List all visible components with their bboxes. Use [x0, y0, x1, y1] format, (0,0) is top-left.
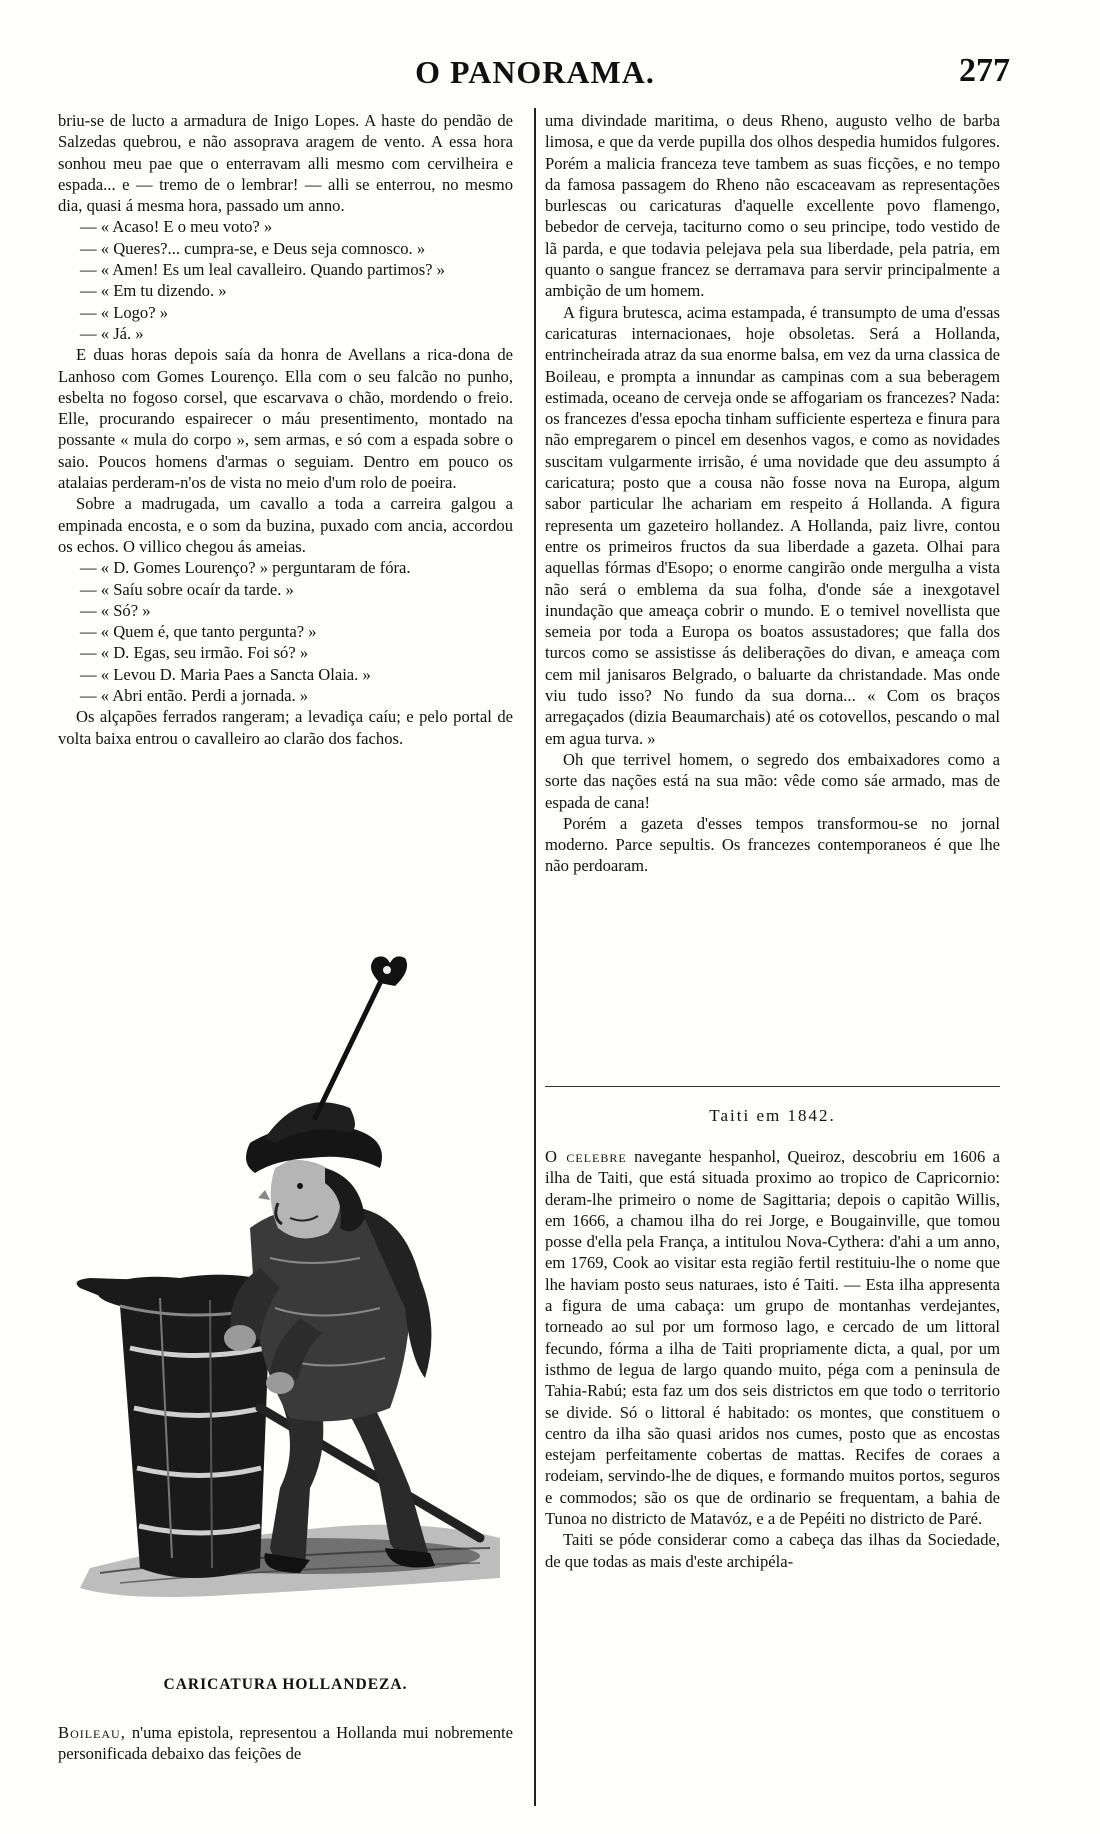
dialogue-line [58, 323, 513, 344]
paragraph-text: — « Abri então. Perdi a jornada. » [80, 686, 309, 706]
lead-words: Boileau, [58, 1723, 126, 1742]
paragraph [545, 302, 1000, 749]
paragraph [545, 749, 1000, 813]
paragraph-text: — « Saíu sobre ocaír da tarde. » [80, 579, 294, 599]
dialogue-line [58, 664, 513, 685]
paragraph-text: — « Amen! Es um leal cavalleiro. Quando partimos? » [80, 260, 445, 280]
paragraph [545, 813, 1000, 877]
engraving-drawing [60, 928, 510, 1628]
paragraph-text: — « Queres?... cumpra-se, e Deus seja comnosco. » [80, 238, 426, 258]
illustration-caption: CARICATURA HOLLANDEZA. [163, 1676, 408, 1693]
paragraph-text: uma divindade maritima, o deus Rheno, augusto velho de barba limosa, e que da verde pupilla dos olhos despedia humidos fulgores. Porém a malicia franceza teve tambem as suas ficções, e no tempo da famosa passagem do Rheno não escaceavam as representações burlescas ou caricaturas d'aquelle excellente povo flamengo, bebedor de cerveja, taciturno como o seu principe, todo vestido de lã parda, e que todavia pelejava pela sua liberdade, pela patria, em quanto o sangue francez se derramava para servir principalmente a ambição de um homem. [545, 111, 1000, 301]
paragraph-text: Taiti se póde considerar como a cabeça das ilhas da Sociedade, de que todas as mais d'este archipéla- [545, 1530, 1000, 1571]
paragraph [58, 493, 513, 557]
dialogue-line [58, 280, 513, 301]
paragraph-text: A figura brutesca, acima estampada, é transumpto de uma d'essas caricaturas internacionaes, hoje obsoletas. Será a Hollanda, entrincheirada atraz da sua enorme balsa, em vez da urna classica de Boileau, e prompta a innundar as campinas com a sua beberagem estimada, oceano de cerveja onde se affogariam os francezes? Nada: os francezes d'essa epocha tinham sufficiente esperteza e finura para não empregarem o pincel em desenhos vagos, e como as novidades suscitam vulgarmente irrisão, é uma novidade que deu assumpto á caricatura; posto que a cousa não fosse nova na Europa, algum sabor particular lhe achariam em respeito á Hollanda. A figura representa um gazeteiro hollandez. A Hollanda, paiz livre, contou entre os primeiros fructos da sua liberdade a gazeta. Olhai para aquellas fórmas d'Esopo; o enorme cangirão onde mergulha a vista não será o emblema da sua folha, d'onde sáe a inexgotavel inundação que ameaça cobrir o mundo. E o temivel novellista que semeia por toda a Europa os boatos assustadores; que falla dos turcos como se assistisse ás deliberações do divan, e ameaça com cem mil janisaros Belgrado, o baluarte da christandade. Mas onde viu tudo isso? No fundo da sua dorna... « Com os braços arregaçados (dizia Beaumarchais) até os cotovellos, pescando o mal em agua turva. » [545, 302, 1000, 748]
dialogue-line [58, 621, 513, 642]
paragraph-text: Sobre a madrugada, um cavallo a toda a carreira galgou a empinada encosta, e o som da buzina, puxado com ancia, accordou os echos. O villico chegou ás ameias. [58, 494, 513, 556]
lead-words: O celebre [545, 1147, 627, 1166]
paragraph [545, 1529, 1000, 1572]
paragraph-text: Porém a gazeta d'esses tempos transformou-se no jornal moderno. Parce sepultis. Os francezes contemporaneos é que lhe não perdoaram. [545, 813, 1000, 876]
paragraph-text: n'uma epistola, representou a Hollanda mui nobremente personificada debaixo das feições de [58, 1723, 513, 1764]
dialogue-line [58, 642, 513, 663]
paragraph-text: Oh que terrivel homem, o segredo dos embaixadores como a sorte das nações está na sua mão: vêde como sáe armado, mas de espada de cana! [545, 749, 1000, 812]
paragraph-text: — « Já. » [80, 323, 144, 343]
paragraph-text: navegante hespanhol, Queiroz, descobriu em 1606 a ilha de Taiti, que está situada proximo ao tropico de Capricornio: deram-lhe primeiro o nome de Sagittaria; depois o capitão Willis, em 1666, a chamou ilha do rei Jorge, e Bougainville, que tomou posse d'ella pela França, a intitulou Nova-Cythera: d'ahi a um anno, em 1769, Cook ao visitar esta região fertil restituiu-lhe o nome que lhe haviam posto seus naturaes, isto é Taiti. — Esta ilha appresenta a figura de uma cabaça: um grupo de montanhas verdejantes, torneado ao sul por um formoso lago, e cercado de um littoral fecundo, fórma a ilha de Taiti propriamente dicta, a qual, por um isthmo de legua de largo quando muito, péga com a peninsula de Tahia-Rabú; esta faz um dos seis districtos em que todo o territorio se divide. Só o littoral é habitado: os montes, que constituem o centro da ilha são quasi aridos nos cumes, posto que as encostas estejam perfeitamente cobertas de mattas. Recifes de coraes a rodeiam, servindo-lhe de diques, e formando muitos portos, seguros e commodos; são os que de ordinario se frequentam, a bahia de Tunoa no districto de Matavóz, e a de Pepéiti no districto de Paré. [545, 1147, 1000, 1529]
paragraph-text: — « Logo? » [80, 302, 169, 322]
paragraph [58, 1722, 513, 1765]
dutch-caricature-engraving [60, 928, 510, 1628]
paragraph-text: — « Só? » [80, 600, 151, 620]
paragraph-text: — « Levou D. Maria Paes a Sancta Olaia. » [80, 664, 371, 684]
section-separator [545, 1086, 1000, 1087]
paragraph-text: — « Acaso! E o meu voto? » [80, 217, 273, 237]
paragraph [545, 110, 1000, 302]
paragraph-text: — « D. Egas, seu irmão. Foi só? » [80, 643, 309, 663]
dialogue-line [58, 216, 513, 237]
dialogue-line [58, 557, 513, 578]
journal-title: O PANORAMA. [415, 54, 655, 90]
page-number: 277 [959, 52, 1010, 89]
left-column-continuation [58, 1722, 513, 1765]
figure-hat [246, 956, 407, 1173]
paragraph-text: — « Em tu dizendo. » [80, 281, 227, 301]
right-column-text [545, 110, 1000, 1050]
column-divider [534, 108, 536, 1806]
paragraph-text: E duas horas depois saía da honra de Avellans a rica-dona de Lanhoso com Gomes Lourenço. Ella com o seu falcão no punho, esbelta no fogoso corsel, que escarvava o chão, mordendo o freio. Elle, procurando espairecer o máu presentimento, montado na possante « mula do corpo », sem armas, e só com a espada sobre o saio. Poucos homens d'armas o seguiam. Dentro em pouco os atalaias perderam-n'os de vista no meio d'um rolo de poeira. [58, 345, 513, 493]
dialogue-line [58, 685, 513, 706]
paragraph [545, 1146, 1000, 1529]
page-header [60, 50, 1010, 100]
dialogue-line [58, 238, 513, 259]
paragraph-text: briu-se de lucto a armadura de Inigo Lopes. A haste do pendão de Salzedas quebrou, e não assoprava aragem de vento. A essa hora sonhou meu pae que o enterravam alli mesmo com cervilheira e espada... e — tremo de o lembrar! — alli se enterrou, no mesmo dia, quasi á mesma hora, passado um anno. [58, 111, 513, 216]
paragraph [58, 344, 513, 493]
left-column-text [58, 110, 513, 910]
dialogue-line [58, 579, 513, 600]
paragraph-text: — « D. Gomes Lourenço? » perguntaram de fóra. [80, 558, 411, 578]
taiti-article-text [545, 1146, 1000, 1572]
paragraph [58, 110, 513, 216]
section-heading: Taiti em 1842. [709, 1106, 836, 1125]
dialogue-line [58, 600, 513, 621]
paragraph-text: Os alçapões ferrados rangeram; a levadiça caíu; e pelo portal de volta baixa entrou o cavalleiro ao clarão dos fachos. [58, 707, 513, 748]
dialogue-line [58, 259, 513, 280]
paragraph [58, 706, 513, 749]
paragraph-text: — « Quem é, que tanto pergunta? » [80, 622, 317, 642]
dialogue-line [58, 302, 513, 323]
